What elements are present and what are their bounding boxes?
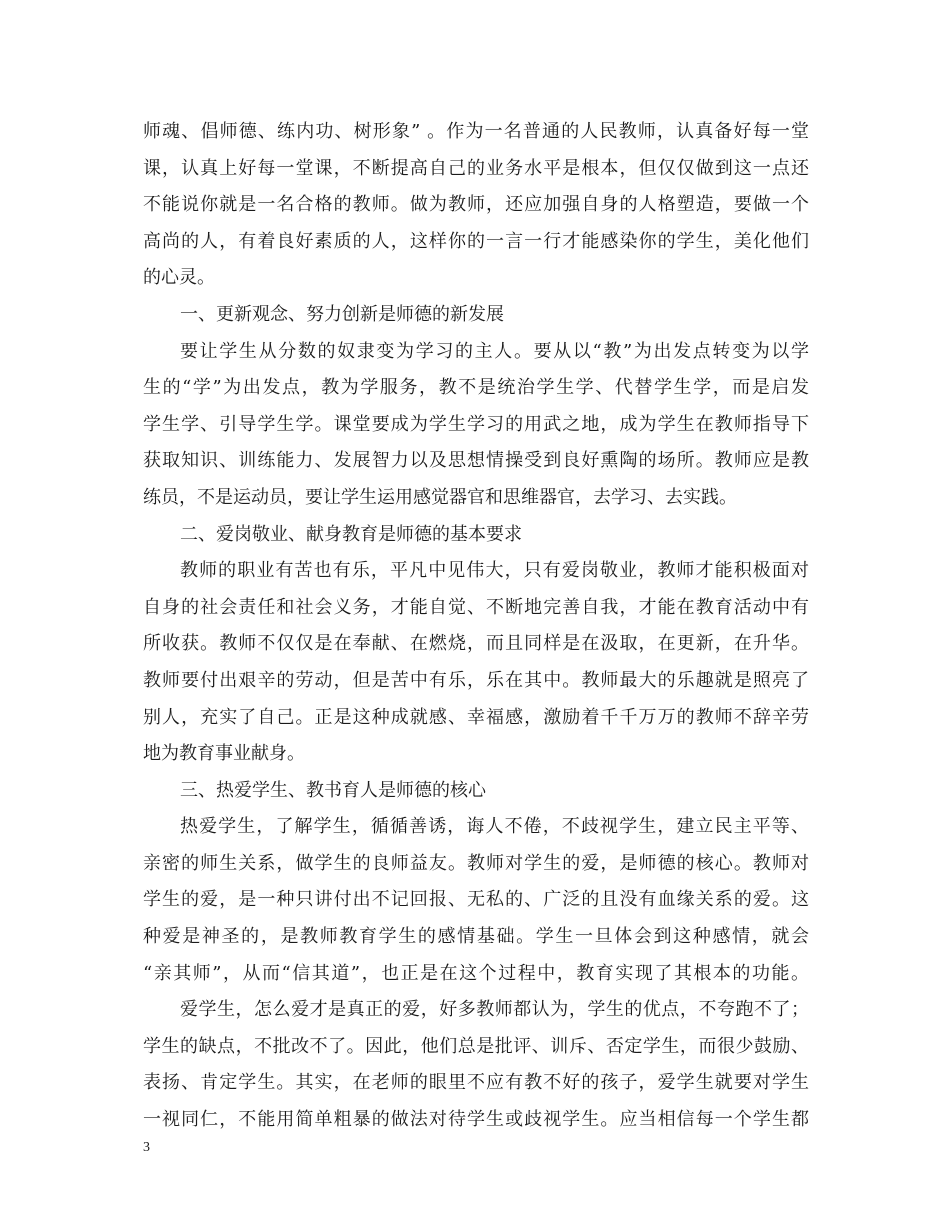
text-line: 表扬、肯定学生。其实，在老师的眼里不应有教不好的孩子，爱学生就要对学生: [143, 1072, 809, 1094]
text-line: 学生的爱，是一种只讲付出不记回报、无私的、广泛的且没有血缘关系的爱。这: [143, 889, 809, 911]
text-line: 练员，不是运动员，要让学生运用感觉器官和思维器官，去学习、去实践。: [143, 486, 737, 508]
text-line: 课，认真上好每一堂课，不断提高自己的业务水平是根本，但仅仅做到这一点还: [143, 157, 809, 179]
text-line: 自身的社会责任和社会义务，才能自觉、不断地完善自我，才能在教育活动中有: [143, 596, 809, 618]
text-line: 教师的职业有苦也有乐，平凡中见伟大，只有爱岗敬业，教师才能积极面对: [180, 560, 809, 582]
page-number: 3: [143, 1140, 150, 1155]
text-line: 亲密的师生关系，做学生的良师益友。教师对学生的爱，是师德的核心。教师对: [143, 852, 809, 874]
text-line: 一视同仁，不能用简单粗暴的做法对待学生或歧视学生。应当相信每一个学生都: [143, 1109, 809, 1131]
body-text: [143, 114, 809, 1139]
section-heading: 二、爱岗敬业、献身教育是师德的基本要求: [180, 523, 522, 545]
text-line: 所收获。教师不仅仅是在奉献、在燃烧，而且同样是在汲取，在更新，在升华。: [143, 633, 809, 655]
text-line: 要让学生从分数的奴隶变为学习的主人。要从以“教”为出发点转变为以学: [180, 340, 809, 362]
text-line: 不能说你就是一名合格的教师。做为教师，还应加强自身的人格塑造，要做一个: [143, 194, 809, 216]
text-line: 学生学、引导学生学。课堂要成为学生学习的用武之地，成为学生在教师指导下: [143, 413, 809, 435]
text-line: 别人，充实了自己。正是这种成就感、幸福感，激励着千千万万的教师不辞辛劳: [143, 706, 809, 728]
text-line: 生的“学”为出发点，教为学服务，教不是统治学生学、代替学生学，而是启发: [143, 377, 809, 399]
text-line: “亲其师”，从而“信其道”，也正是在这个过程中，教育实现了其根本的功能。: [143, 962, 809, 984]
text-line: 的心灵。: [143, 267, 215, 289]
text-line: 学生的缺点，不批改不了。因此，他们总是批评、训斥、否定学生，而很少鼓励、: [143, 1035, 809, 1057]
section-heading: 三、热爱学生、教书育人是师德的核心: [180, 779, 486, 801]
text-line: 高尚的人，有着良好素质的人，这样你的一言一行才能感染你的学生，美化他们: [143, 230, 809, 252]
text-line: 获取知识、训练能力、发展智力以及思想情操受到良好熏陶的场所。教师应是教: [143, 450, 809, 472]
text-line: 地为教育事业献身。: [143, 743, 305, 765]
text-line: 爱学生，怎么爱才是真正的爱，好多教师都认为，学生的优点，不夸跑不了；: [180, 999, 809, 1021]
text-line: 教师要付出艰辛的劳动，但是苦中有乐，乐在其中。教师最大的乐趣就是照亮了: [143, 669, 809, 691]
section-heading: 一、更新观念、努力创新是师德的新发展: [180, 303, 504, 325]
text-line: 热爱学生，了解学生，循循善诱，诲人不倦，不歧视学生，建立民主平等、: [180, 816, 809, 838]
text-line: 师魂、倡师德、练内功、树形象” 。作为一名普通的人民教师，认真备好每一堂: [143, 121, 809, 142]
text-line: 种爱是神圣的，是教师教育学生的感情基础。学生一旦体会到这种感情，就会: [143, 926, 809, 948]
